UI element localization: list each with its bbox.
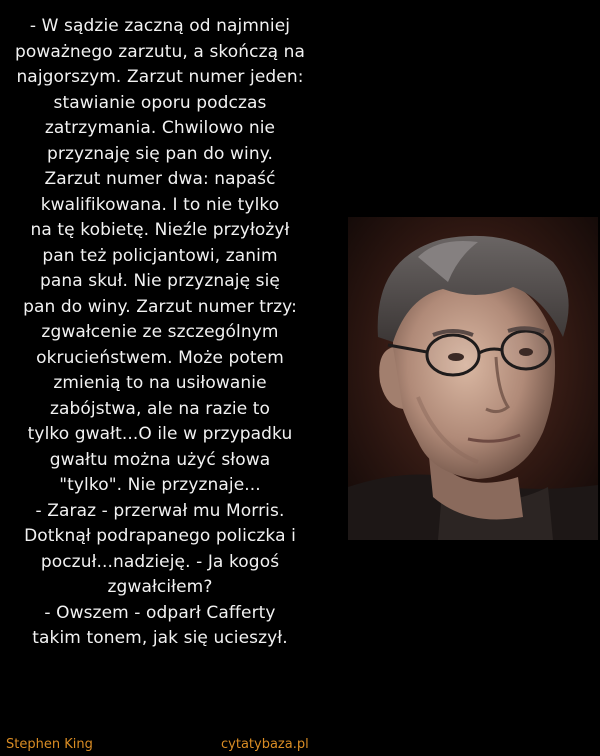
- quote-line: zgwałcenie ze szczególnym: [41, 322, 279, 342]
- quote-line: takim tonem, jak się ucieszył.: [32, 628, 288, 648]
- quote-line: stawianie oporu podczas: [53, 92, 267, 113]
- quote-line: pan do winy. Zarzut numer trzy:: [23, 296, 297, 317]
- quote-line: "tylko". Nie przyznaje...: [59, 475, 261, 495]
- quote-line: poczuł...nadzieję. - Ja kogoś: [40, 551, 280, 572]
- author-name[interactable]: Stephen King: [6, 737, 93, 752]
- quote-line: zgwałciłem?: [107, 577, 213, 597]
- quote-text: [10, 14, 310, 652]
- quote-line: poważnego zarzutu, a skończą na: [14, 41, 306, 62]
- quote-line: pana skuł. Nie przyznaję się: [39, 271, 280, 291]
- quote-line: najgorszym. Zarzut numer jeden:: [16, 67, 304, 87]
- quote-line: zabójstwa, ale na razie to: [49, 398, 271, 419]
- quote-line: pan też policjantowi, zanim: [42, 245, 278, 266]
- quote-line: przyznaję się pan do winy.: [47, 143, 273, 164]
- quote-line: - W sądzie zaczną od najmniej: [29, 16, 291, 36]
- author-portrait: [348, 217, 598, 540]
- quote-line: okrucieństwem. Może potem: [36, 347, 284, 368]
- site-name[interactable]: cytatybaza.pl: [221, 737, 309, 752]
- quote-line: - Owszem - odparł Cafferty: [44, 602, 276, 623]
- quote-line: na tę kobietę. Nieźle przyłożył: [30, 220, 290, 240]
- author-portrait-image: [348, 217, 598, 540]
- quote-line: kwalifikowana. I to nie tylko: [40, 194, 280, 215]
- quote-line: - Zaraz - przerwał mu Morris.: [35, 500, 285, 521]
- quote-line: gwałtu można użyć słowa: [49, 449, 271, 470]
- quote-line: zmienią to na usiłowanie: [53, 373, 267, 393]
- quote-line: zatrzymania. Chwilowo nie: [44, 118, 276, 138]
- quote-line: tylko gwałt...O ile w przypadku: [27, 424, 293, 444]
- quote-line: Zarzut numer dwa: napaść: [44, 169, 276, 189]
- quote-line: Dotknął podrapanego policzka i: [24, 526, 296, 546]
